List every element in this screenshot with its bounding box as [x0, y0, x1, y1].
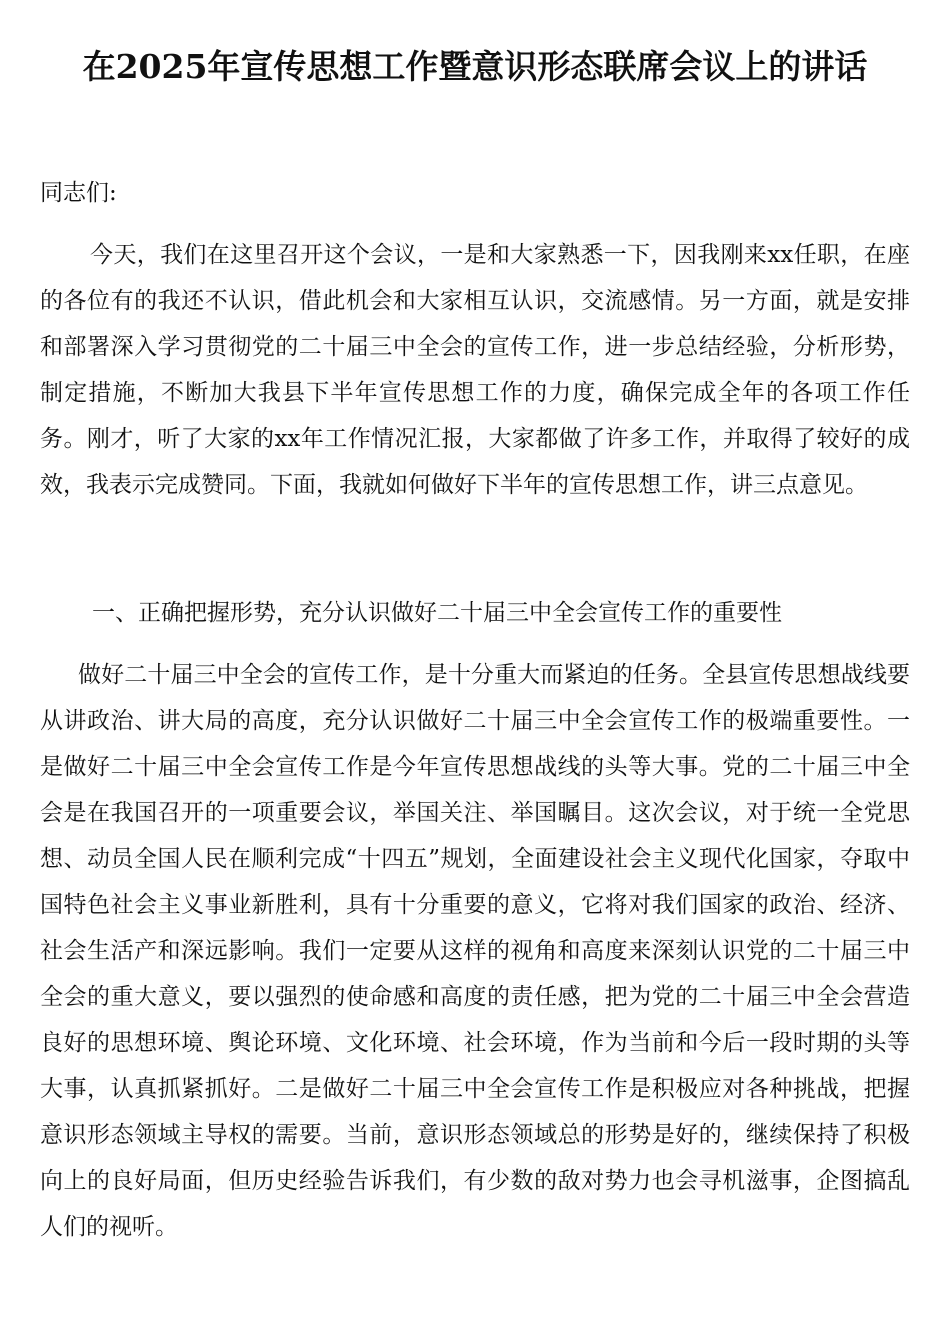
- paragraph-1: 今天，我们在这里召开这个会议，一是和大家熟悉一下，因我刚来xx任职，在座的各位有的我还不认识，借此机会和大家相互认识，交流感情。另一方面，就是安排和部署深入学习贯彻党的二十届三中全会的宣传工作，进一步总结经验，分析形势，制定措施，不断加大我县下半年宣传思想工作的力度，确保完成全年的各项工作任务。刚才，听了大家的xx年工作情况汇报，大家都做了许多工作，并取得了较好的成效，我表示完成赞同。下面，我就如何做好下半年的宣传思想工作，讲三点意见。: [40, 242, 910, 498]
- paragraph-2: 做好二十届三中全会的宣传工作，是十分重大而紧迫的任务。全县宣传思想战线要从讲政治、讲大局的高度，充分认识做好二十届三中全会宣传工作的极端重要性。一是做好二十届三中全会宣传工作是今年宣传思想战线的头等大事。党的二十届三中全会是在我国召开的一项重要会议，举国关注、举国瞩目。这次会议，对于统一全党思想、动员全国人民在顺利完成“十四五”规划，全面建设社会主义现代化国家，夺取中国特色社会主义事业新胜利，具有十分重要的意义，它将对我们国家的政治、经济、社会生活产和深远影响。我们一定要从这样的视角和高度来深刻认识党的二十届三中全会的重大意义，要以强烈的使命感和高度的责任感，把为党的二十届三中全会营造良好的思想环境、舆论环境、文化环境、社会环境，作为当前和今后一段时期的头等大事，认真抓紧抓好。二是做好二十届三中全会宣传工作是积极应对各种挑战，把握意识形态领域主导权的需要。当前，意识形态领域总的形势是好的，继续保持了积极向上的良好局面，但历史经验告诉我们，有少数的敌对势力也会寻机滋事，企图搞乱人们的视听。: [40, 662, 910, 1240]
- section-heading-1: 一、正确把握形势，充分认识做好二十届三中全会宣传工作的重要性: [92, 600, 782, 626]
- salutation: 同志们:: [40, 180, 117, 206]
- document-title: 在2025年宣传思想工作暨意识形态联席会议上的讲话: [82, 47, 868, 86]
